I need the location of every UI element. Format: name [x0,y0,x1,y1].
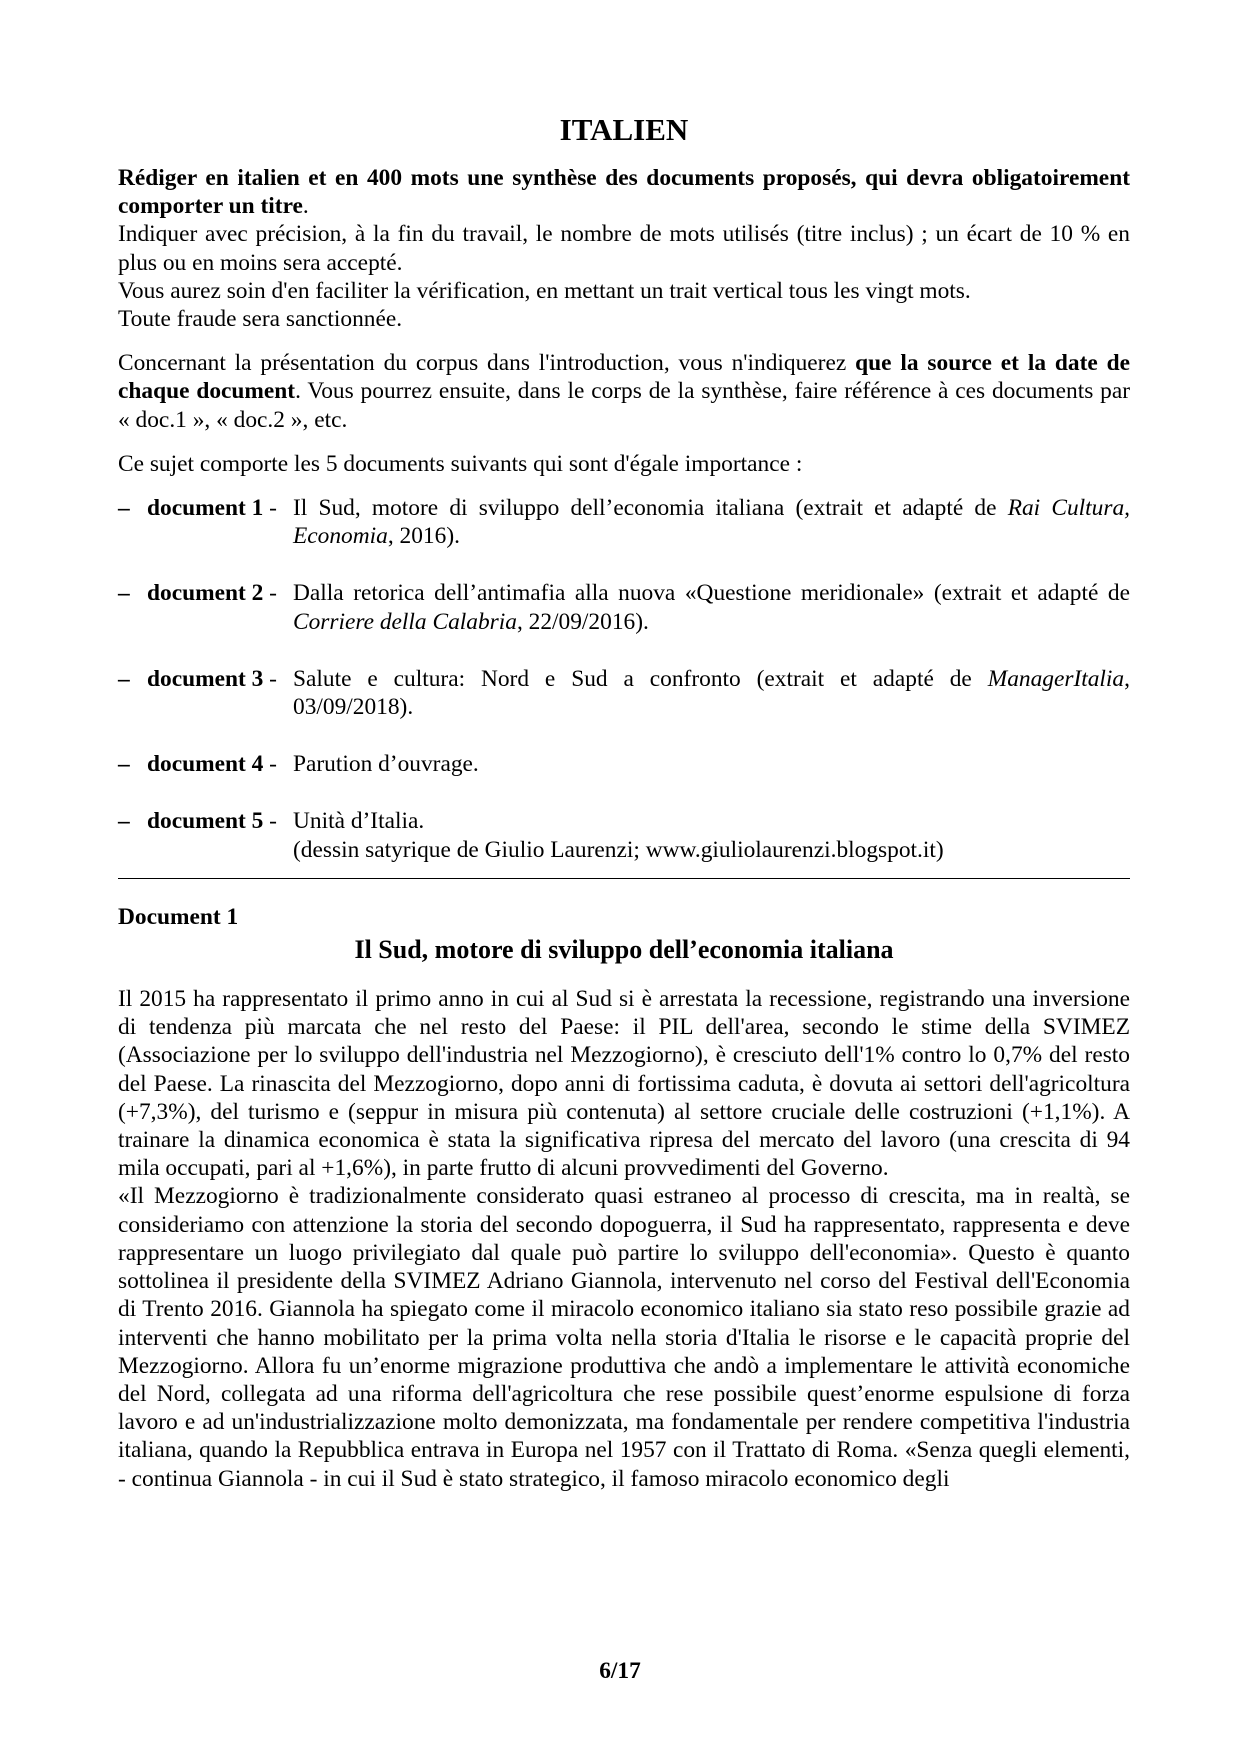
document-list-item-1 [118,494,1130,550]
page-title: ITALIEN [559,112,689,147]
list-dash: – [118,580,130,607]
instruction-fraud: Toute fraude sera sanctionnée. [118,306,403,333]
document-label: document 3 - [147,665,277,692]
instruction-corpus [118,349,1130,434]
document-description: Parution d’ouvrage. [293,751,479,778]
document-list-item-3 [118,665,1130,721]
list-dash: – [118,495,130,522]
document-list-item-5 [118,807,1130,863]
document-description: Dalla retorica dell’antimafia alla nuova «Questione meridionale» (extrait et adapté de Corriere della Calabria, 22/09/2016). [293,580,1130,635]
document-description: Unità d’Italia. (dessin satyrique de Giulio Laurenzi; www.giuliolaurenzi.blogspot.it) [293,808,944,863]
instruction-word-count: Indiquer avec précision, à la fin du travail, le nombre de mots utilisés (titre inclus) ; un écart de 10 % en plus ou en moins sera accepté. [118,221,1130,276]
document-list-item-4 [118,750,1130,778]
exam-page [118,112,1130,1493]
document-list-item-2 [118,579,1130,635]
document-description: Salute e cultura: Nord e Sud a confronto (extrait et adapté de ManagerItalia, 03/09/2018). [293,665,1130,721]
document-source: ManagerItalia [987,665,1125,692]
document-1-paragraph-1: Il 2015 ha rappresentato il primo anno in cui al Sud si è arrestata la recessione, registrando una inversione di tendenza più marcata che nel resto del Paese: il PIL dell'area, secondo le stime della SVIMEZ (Associazione per lo sviluppo dell'industria nel Mezzogiorno), è cresciuto dell'1% contro lo 0,7% del resto del Paese. La rinascita del Mezzogiorno, dopo anni di fortissima caduta, è dovuta ai settori dell'agricoltura (+7,3%), del turismo e (seppur in misura più contenuta) al settore cruciale delle costruzioni (+1,1%). A trainare la dinamica economica è stata la significativa ripresa del mercato del lavoro (una crescita di 94 mila occupati, pari al +1,6%), in parte frutto di alcuni provvedimenti del Governo. [118,986,1130,1182]
document-list [118,494,1130,864]
instruction-main [118,164,1130,220]
list-dash: – [118,665,130,692]
list-dash: – [118,808,130,835]
instruction-corpus-start: Concernant la présentation du corpus dans l'introduction, vous n'indiquerez [118,350,856,377]
document-label: document 5 - [147,808,277,835]
document-description: Il Sud, motore di sviluppo dell’economia italiana (extrait et adapté de Rai Cultura, Economia, 2016). [293,495,1130,550]
instruction-corpus-bold: que la source et la date de chaque document [118,350,1131,405]
document-1-title: Il Sud, motore di sviluppo dell’economia italiana [354,935,894,965]
document-source: Rai Cultura, Economia [293,495,1130,550]
document-credit: (dessin satyrique de Giulio Laurenzi; www.giuliolaurenzi.blogspot.it) [293,836,944,863]
instruction-documents-intro: Ce sujet comporte les 5 documents suivants qui sont d'égale importance : [118,450,803,477]
list-dash: – [118,751,130,778]
page-number: 6/17 [599,1658,641,1684]
document-source: Corriere della Calabria [293,608,517,635]
document-label: document 1 - [147,495,277,522]
instruction-verification: Vous aurez soin d'en faciliter la vérification, en mettant un trait vertical tous les vingt mots. [118,277,971,304]
document-1-heading: Document 1 [118,903,239,930]
document-1-paragraph-2: «Il Mezzogiorno è tradizionalmente considerato quasi estraneo al processo di crescita, ma in realtà, se consideriamo con attenzione la storia del secondo dopoguerra, il Sud ha rappresentato, rappresenta e deve rappresentare un luogo privilegiato dal quale può partire lo sviluppo dell'economia». Questo è quanto sottolinea il presidente della SVIMEZ Adriano Giannola, intervenuto nel corso del Festival dell'Economia di Trento 2016. Giannola ha spiegato come il miracolo economico italiano sia stato reso possibile grazie ad interventi che hanno mobilitato per la prima volta nella storia d'Italia le risorse e le capacità proprie del Mezzogiorno. Allora fu un’enorme migrazione produttiva che andò a implementare le attività economiche del Nord, collegata ad una riforma dell'agricoltura che rese possibile quest’enorme espulsione di forza lavoro e ad un'industrializzazione molto demonizzata, ma fondamentale per rendere competitiva l'industria italiana, quando la Repubblica entrava in Europa nel 1957 con il Trattato di Roma. «Senza quegli elementi, - continua Giannola - in cui il Sud è stato strategico, il famoso miracolo economico degli [118,1183,1130,1492]
document-label: document 4 - [147,751,277,778]
section-divider [118,878,1130,879]
instruction-corpus-end: . Vous pourrez ensuite, dans le corps de la synthèse, faire référence à ces documents par « doc.1 », « doc.2 », etc. [118,378,1131,433]
instruction-main-bold: Rédiger en italien et en 400 mots une synthèse des documents proposés, qui devra obligatoirement comporter un titre [118,165,1130,220]
instruction-main-end: . [302,193,309,220]
document-label: document 2 - [147,580,277,607]
